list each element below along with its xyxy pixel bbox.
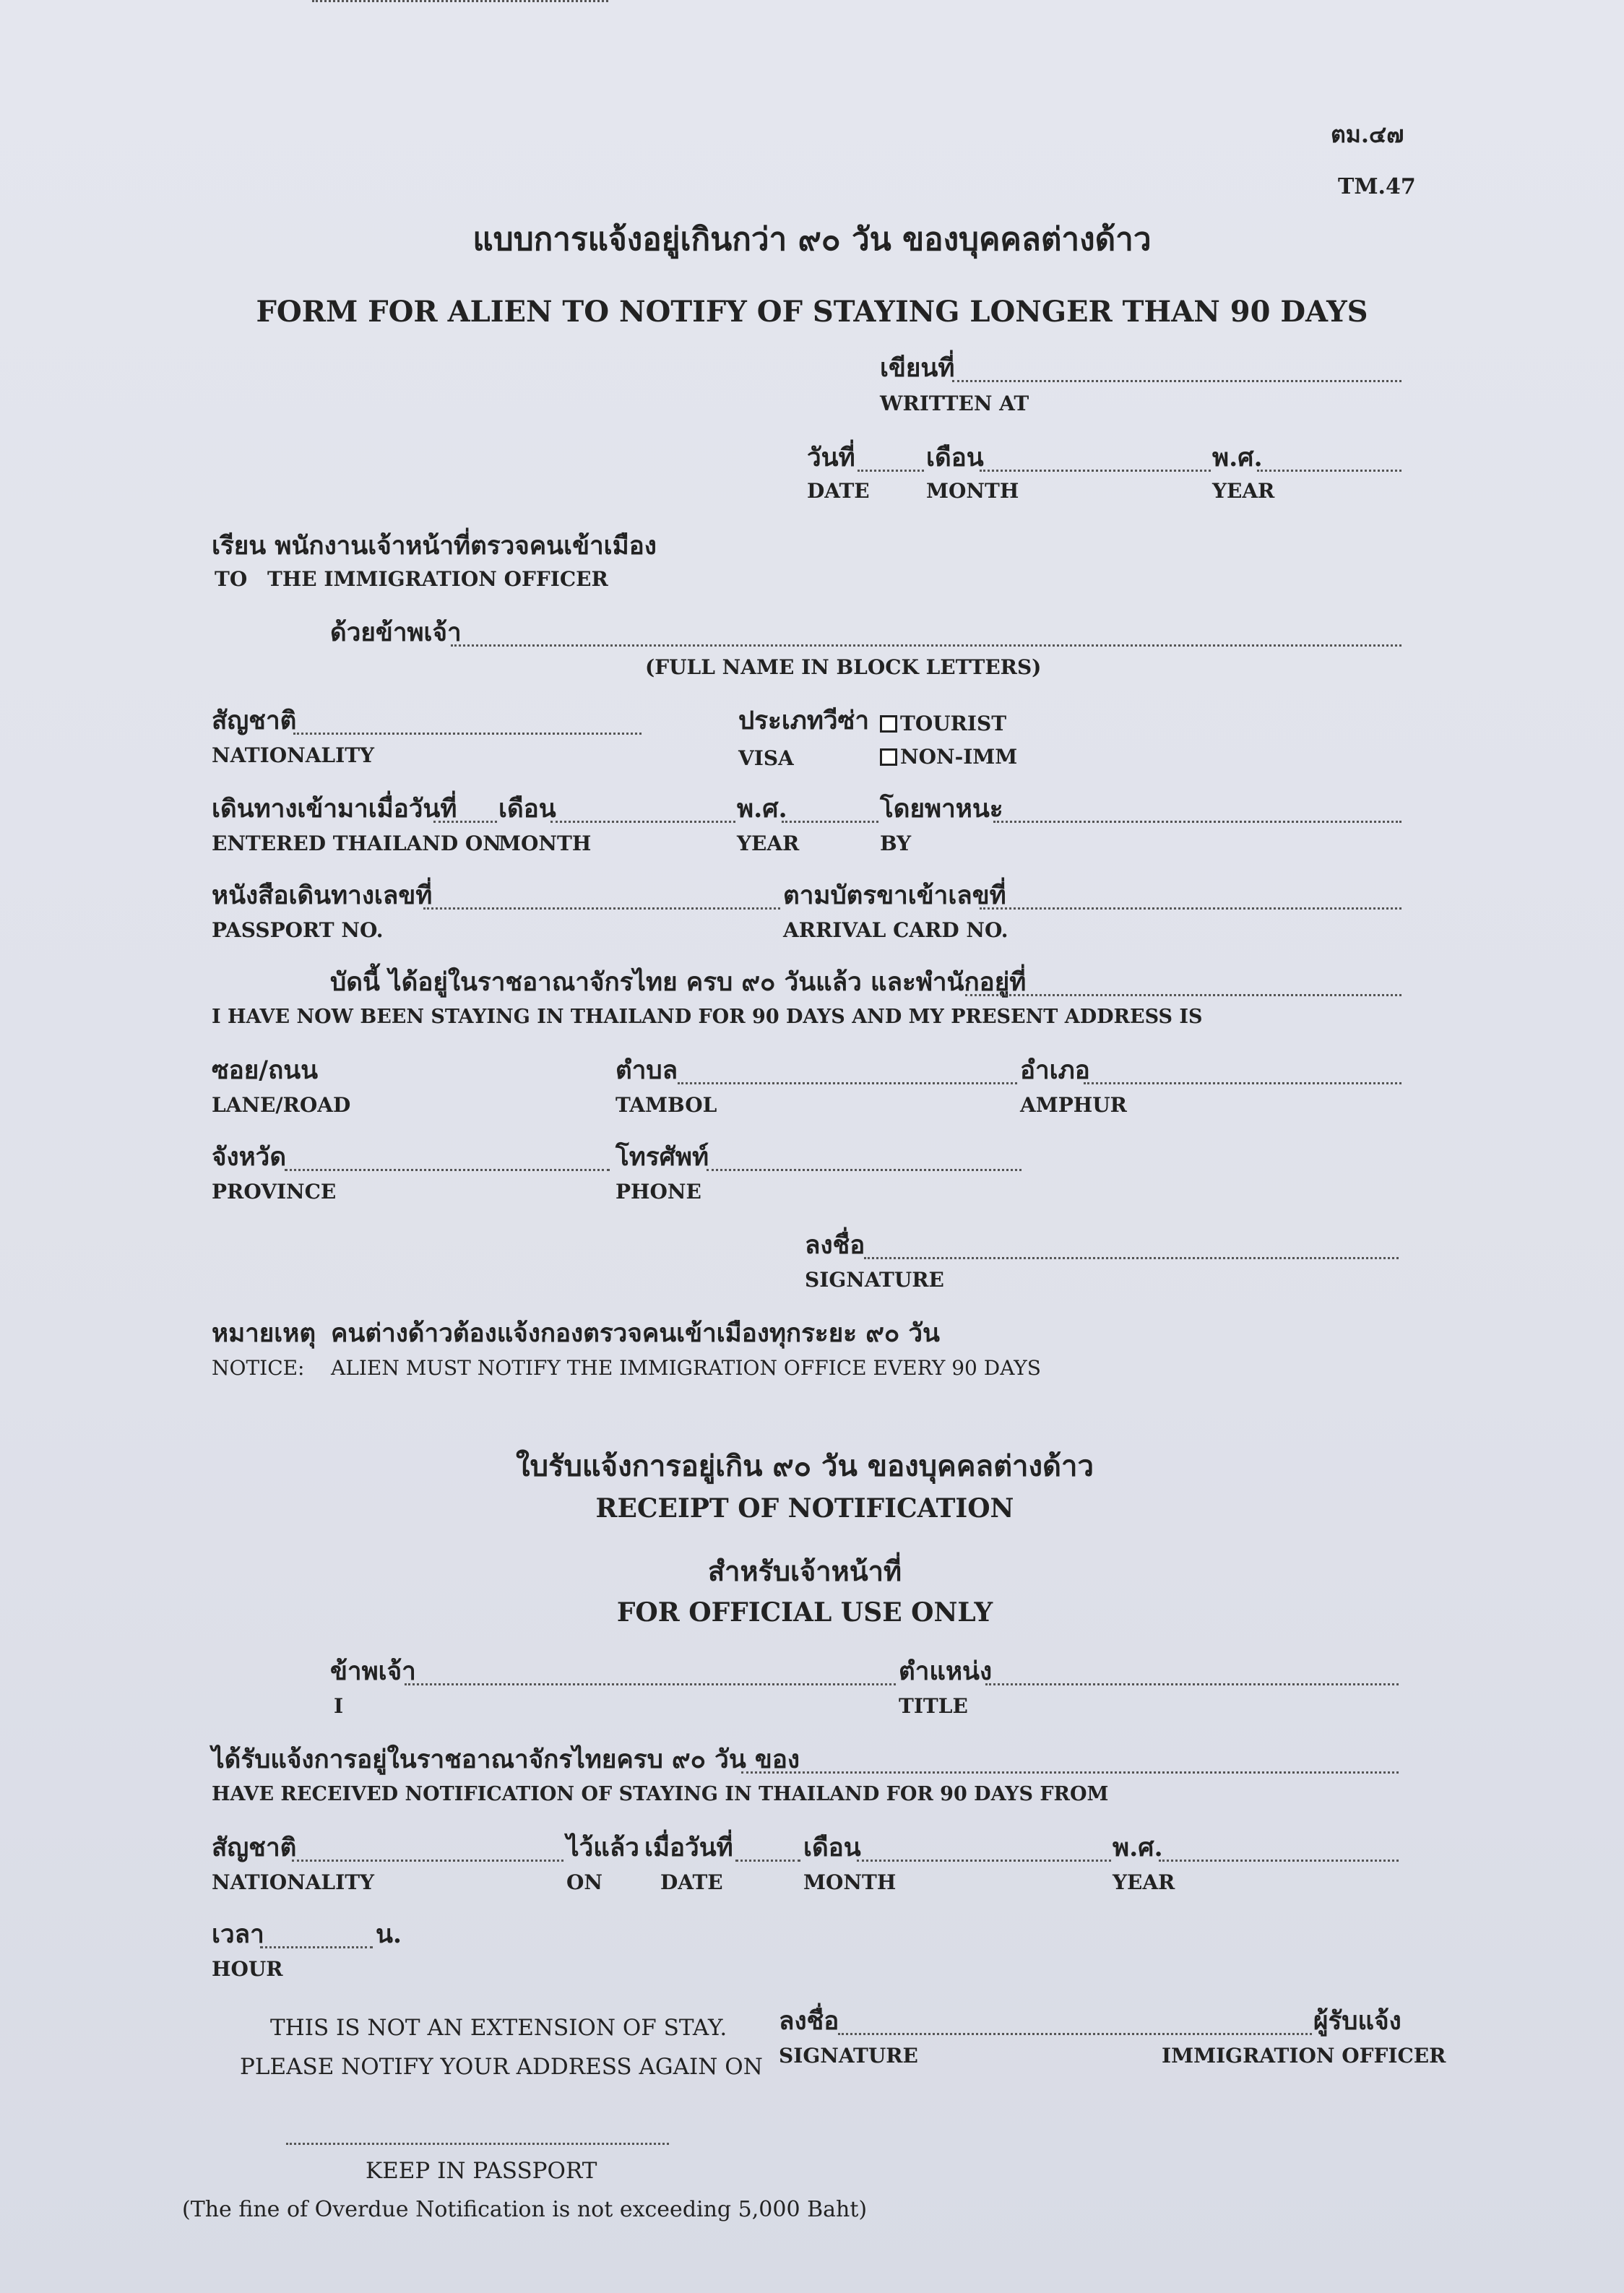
month-field[interactable] [980, 470, 1211, 472]
receipt-title-en: RECEIPT OF NOTIFICATION [595, 1493, 1014, 1524]
received-from-field[interactable] [741, 1771, 1399, 1774]
notice-label-th: หมายเหตุ [212, 1318, 316, 1348]
date-th: วันที่ [807, 443, 855, 472]
entered-by-th: โดยพาหนะ [880, 794, 1003, 824]
receipt-title-field-th: ตำแหน่ง [899, 1657, 993, 1686]
province-field[interactable] [285, 1169, 610, 1171]
received-th: ได้รับแจ้งการอยู่ในราชอาณาจักรไทยครบ ๙๐ วัน ของ [212, 1745, 800, 1774]
tambol-field[interactable] [678, 1082, 1017, 1084]
receipt-sign-th: ลงชื่อ [779, 2006, 839, 2036]
officer-signature-field[interactable] [838, 2033, 1312, 2035]
notice-label-en: NOTICE: [212, 1356, 305, 1380]
lane-field[interactable] [312, 0, 608, 2]
province-th: จังหวัด [212, 1142, 287, 1172]
notify-again-text: PLEASE NOTIFY YOUR ADDRESS AGAIN ON [240, 2054, 763, 2080]
entered-by-field[interactable] [993, 821, 1401, 823]
month-th: เดือน [926, 443, 984, 472]
officer-en: IMMIGRATION OFFICER [1162, 2044, 1446, 2068]
tambol-th: ตำบล [616, 1055, 678, 1085]
receipt-nat-en: NATIONALITY [212, 1870, 375, 1894]
receipt-name-field[interactable] [405, 1683, 896, 1685]
phone-field[interactable] [707, 1169, 1022, 1171]
entered-year-en: YEAR [737, 832, 800, 855]
to-th: เรียน พนักงานเจ้าหน้าที่ตรวจคนเข้าเมือง [212, 531, 657, 561]
next-notify-date-field[interactable] [286, 2143, 669, 2145]
nationality-field[interactable] [293, 733, 642, 735]
tourist-checkbox[interactable] [880, 715, 897, 733]
hour-suffix: น. [376, 1920, 402, 1949]
notice-th: คนต่างด้าวต้องแจ้งกองตรวจคนเข้าเมืองทุกระยะ ๙๐ วัน [331, 1318, 940, 1348]
passport-th: หนังสือเดินทางเลขที่ [212, 881, 433, 910]
arrival-card-th: ตามบัตรขาเข้าเลขที่ [783, 881, 1006, 910]
keep-in-passport: KEEP IN PASSPORT [366, 2158, 597, 2184]
hour-field[interactable] [260, 1946, 373, 1948]
entered-year-th: พ.ศ. [737, 794, 787, 824]
non-imm-checkbox[interactable] [880, 748, 897, 766]
title-en: FORM FOR ALIEN TO NOTIFY OF STAYING LONGER THAN 90 DAYS [256, 295, 1368, 329]
entered-date-field[interactable] [433, 821, 497, 823]
full-name-th: ด้วยข้าพเจ้า [330, 618, 462, 647]
form-code-thai: ตม.๔๗ [1331, 121, 1404, 148]
tambol-en: TAMBOL [616, 1093, 717, 1117]
nationality-th: สัญชาติ [212, 706, 297, 735]
lane-en: LANE/ROAD [212, 1093, 351, 1117]
hour-en: HOUR [212, 1957, 283, 1981]
receipt-sign-en: SIGNATURE [779, 2044, 918, 2068]
phone-th: โทรศัพท์ [616, 1142, 709, 1172]
to-en: THE IMMIGRATION OFFICER [267, 567, 608, 591]
signature-en: SIGNATURE [805, 1268, 944, 1292]
to-label-en: TO [215, 567, 248, 591]
receipt-nat-th: สัญชาติ [212, 1833, 297, 1862]
date-field[interactable] [858, 470, 924, 472]
amphur-field[interactable] [1084, 1082, 1401, 1084]
nationality-en: NATIONALITY [212, 743, 375, 767]
hour-th: เวลา [212, 1920, 264, 1949]
receipt-i-th: ข้าพเจ้า [330, 1657, 416, 1686]
receipt-title-th: ใบรับแจ้งการอยู่เกิน ๙๐ วัน ของบุคคลต่างด้าว [516, 1449, 1094, 1483]
entered-month-th: เดือน [498, 794, 556, 824]
receipt-on-en: ON [566, 1870, 602, 1894]
written-at-field[interactable] [952, 380, 1401, 382]
receipt-position-field[interactable] [985, 1683, 1399, 1685]
receipt-month-th: เดือน [803, 1833, 861, 1862]
visa-en: VISA [738, 746, 794, 770]
officer-th: ผู้รับแจ้ง [1313, 2006, 1401, 2036]
staying-en: I HAVE NOW BEEN STAYING IN THAILAND FOR 90 DAYS AND MY PRESENT ADDRESS IS [212, 1006, 1203, 1028]
receipt-nat-field[interactable] [292, 1860, 563, 1862]
signature-th: ลงชื่อ [805, 1230, 865, 1260]
receipt-title-field-en: TITLE [899, 1694, 968, 1718]
passport-en: PASSPORT NO. [212, 918, 384, 942]
year-th: พ.ศ. [1212, 443, 1263, 472]
entered-year-field[interactable] [782, 821, 878, 823]
receipt-date-th: เมื่อวันที่ [644, 1833, 733, 1862]
arrival-card-en: ARRIVAL CARD NO. [783, 918, 1008, 942]
fine-note: (The fine of Overdue Notification is not exceeding 5,000 Baht) [182, 2197, 868, 2222]
form-code: TM.47 [1338, 174, 1416, 199]
passport-field[interactable] [423, 907, 780, 910]
lane-th: ซอย/ถนน [212, 1055, 319, 1085]
entered-th: เดินทางเข้ามาเมื่อวันที่ [212, 794, 457, 824]
receipt-on-th: ไว้แล้ว [566, 1833, 639, 1862]
receipt-i-en: I [334, 1694, 344, 1718]
full-name-en: (FULL NAME IN BLOCK LETTERS) [645, 655, 1042, 679]
receipt-year-field[interactable] [1159, 1860, 1399, 1862]
receipt-month-en: MONTH [803, 1870, 897, 1894]
receipt-month-field[interactable] [857, 1860, 1111, 1862]
receipt-year-en: YEAR [1113, 1870, 1175, 1894]
received-en: HAVE RECEIVED NOTIFICATION OF STAYING IN THAILAND FOR 90 DAYS FROM [212, 1783, 1109, 1805]
staying-th: บัดนี้ ได้อยู่ในราชอาณาจักรไทย ครบ ๙๐ วันแล้ว และพำนักอยู่ที่ [330, 967, 1027, 997]
arrival-card-field[interactable] [980, 907, 1401, 910]
present-address-field[interactable] [965, 994, 1401, 996]
signature-field[interactable] [864, 1257, 1399, 1259]
title-thai: แบบการแจ้งอยู่เกินกว่า ๙๐ วัน ของบุคคลต่างด้าว [472, 221, 1152, 258]
written-at-th: เขียนที่ [880, 353, 955, 383]
date-en: DATE [807, 479, 870, 503]
entered-month-field[interactable] [550, 821, 735, 823]
year-en: YEAR [1212, 479, 1275, 503]
tourist-label: TOURIST [900, 712, 1007, 735]
entered-month-en: MONTH [498, 832, 592, 855]
full-name-field[interactable] [451, 644, 1401, 647]
entered-en: ENTERED THAILAND ON [212, 832, 501, 855]
amphur-th: อำเภอ [1020, 1055, 1090, 1085]
month-en: MONTH [926, 479, 1019, 503]
official-th: สำหรับเจ้าหน้าที่ [707, 1555, 902, 1587]
not-extension-text: THIS IS NOT AN EXTENSION OF STAY. [270, 2015, 727, 2041]
written-at-en: WRITTEN AT [880, 392, 1029, 415]
receipt-date-en: DATE [660, 1870, 723, 1894]
notice-en: ALIEN MUST NOTIFY THE IMMIGRATION OFFICE EVERY 90 DAYS [331, 1356, 1041, 1380]
province-en: PROVINCE [212, 1180, 337, 1204]
receipt-date-field[interactable] [735, 1860, 800, 1862]
non-imm-label: NON-IMM [900, 745, 1018, 769]
visa-th: ประเภทวีซ่า [738, 706, 869, 735]
amphur-en: AMPHUR [1020, 1093, 1127, 1117]
entered-by-en: BY [880, 832, 912, 855]
year-field[interactable] [1257, 470, 1401, 472]
phone-en: PHONE [616, 1180, 701, 1204]
receipt-year-th: พ.ศ. [1113, 1833, 1163, 1862]
official-en: FOR OFFICIAL USE ONLY [616, 1597, 993, 1628]
